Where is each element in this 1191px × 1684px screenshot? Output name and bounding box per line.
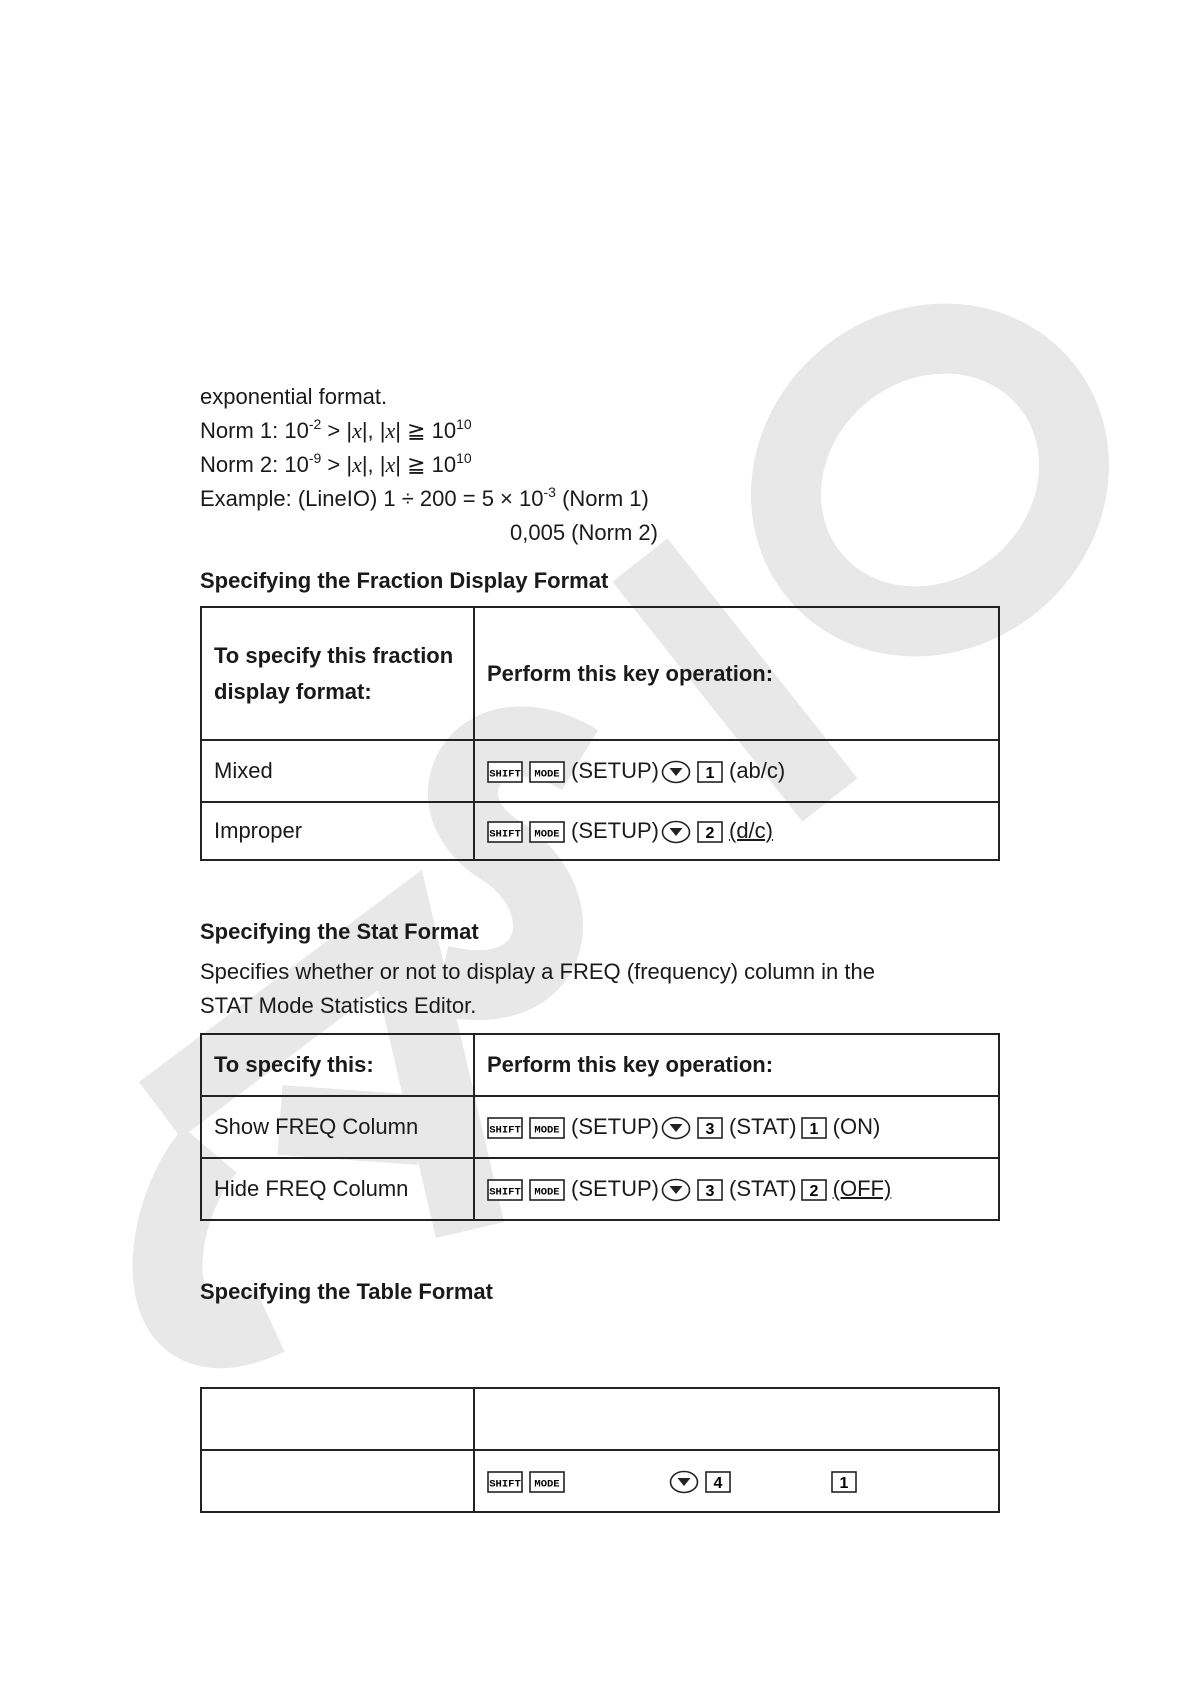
key-sequence: SHIFT MODE (SETUP) 2 (d/c) xyxy=(474,802,999,860)
key-sequence: SHIFT MODE (SETUP) 3 (STAT) 2 (OFF) xyxy=(474,1158,999,1220)
fraction-col1-header: To specify this fraction display format: xyxy=(201,607,474,740)
row-label xyxy=(201,1450,474,1512)
stat-description-1: Specifies whether or not to display a FREQ (frequency) column in the xyxy=(200,959,875,984)
shift-key-icon xyxy=(487,761,523,783)
table-format-col1-header xyxy=(201,1388,474,1450)
digit-key-icon xyxy=(697,821,723,843)
row-label: Improper xyxy=(201,802,474,860)
example-line-2: 0,005 (Norm 2) xyxy=(510,520,658,545)
mode-key-icon xyxy=(529,821,565,843)
stat-col1-header: To specify this: xyxy=(201,1034,474,1096)
table-format-heading: Specifying the Table Format xyxy=(200,1279,493,1304)
stat-format-heading: Specifying the Stat Format xyxy=(200,919,479,944)
svg-text:1: 1 xyxy=(705,764,715,782)
fraction-col2-header: Perform this key operation: xyxy=(474,607,999,740)
shift-key-icon xyxy=(487,1471,523,1493)
digit-key-icon xyxy=(697,761,723,783)
fraction-format-table xyxy=(200,606,1000,861)
intro-text: exponential format. xyxy=(200,384,388,409)
svg-text:SHIFT: SHIFT xyxy=(489,828,521,841)
svg-text:2: 2 xyxy=(809,1182,819,1200)
table-row xyxy=(201,802,999,860)
table-row xyxy=(201,1096,999,1158)
stat-description-2: STAT Mode Statistics Editor. xyxy=(200,993,477,1018)
svg-text:MODE: MODE xyxy=(534,768,560,781)
key-sequence: SHIFT MODE (SETUP) 1 (ab/c) xyxy=(474,740,999,802)
shift-key-icon xyxy=(487,1179,523,1201)
svg-text:3: 3 xyxy=(705,1182,715,1200)
row-label: Show FREQ Column xyxy=(201,1096,474,1158)
table-header-row xyxy=(201,1034,999,1096)
digit-key-icon xyxy=(705,1471,731,1493)
cursor-down-icon xyxy=(661,1116,691,1140)
svg-text:2: 2 xyxy=(705,824,715,842)
table-row xyxy=(201,740,999,802)
cursor-down-icon xyxy=(669,1470,699,1494)
shift-key-icon xyxy=(487,821,523,843)
digit-key-icon xyxy=(697,1179,723,1201)
table-row xyxy=(201,1450,999,1512)
svg-text:SHIFT: SHIFT xyxy=(489,1124,521,1137)
stat-format-table xyxy=(200,1033,1000,1221)
svg-text:1: 1 xyxy=(809,1120,819,1138)
key-sequence xyxy=(474,1450,999,1512)
mode-key-icon xyxy=(529,1179,565,1201)
shift-key-icon xyxy=(487,1117,523,1139)
cursor-down-icon xyxy=(661,760,691,784)
mode-key-icon xyxy=(529,1471,565,1493)
digit-key-icon xyxy=(801,1117,827,1139)
stat-col2-header: Perform this key operation: xyxy=(474,1034,999,1096)
svg-text:4: 4 xyxy=(713,1475,723,1493)
svg-text:MODE: MODE xyxy=(534,828,560,841)
cursor-down-icon xyxy=(661,1178,691,1202)
table-format-table xyxy=(200,1387,1000,1513)
svg-text:3: 3 xyxy=(705,1120,715,1138)
table-header-row xyxy=(201,1388,999,1450)
svg-text:SHIFT: SHIFT xyxy=(489,1478,521,1491)
mode-key-icon xyxy=(529,761,565,783)
mode-key-icon xyxy=(529,1117,565,1139)
table-row xyxy=(201,1158,999,1220)
svg-text:SHIFT: SHIFT xyxy=(489,1186,521,1199)
digit-key-icon xyxy=(801,1179,827,1201)
table-header-row xyxy=(201,607,999,740)
row-label: Hide FREQ Column xyxy=(201,1158,474,1220)
norm1-line: Norm 1: $10^{-2} > |x|$, |x| ≧ $10^{10}$ xyxy=(200,416,472,443)
svg-text:1: 1 xyxy=(839,1475,849,1493)
svg-text:MODE: MODE xyxy=(534,1186,560,1199)
example-line: Example: (LineIO) $1 \div 200 = 5 \times 10^{-3}$ (Norm 1) xyxy=(200,484,649,511)
fraction-format-heading: Specifying the Fraction Display Format xyxy=(200,568,609,593)
digit-key-icon xyxy=(697,1117,723,1139)
svg-text:MODE: MODE xyxy=(534,1124,560,1137)
digit-key-icon xyxy=(831,1471,857,1493)
row-label: Mixed xyxy=(201,740,474,802)
manual-page-content xyxy=(200,380,1000,1513)
norm2-line: Norm 2: $10^{-9} > |x|$, |x| ≧ $10^{10}$ xyxy=(200,450,472,477)
svg-text:SHIFT: SHIFT xyxy=(489,768,521,781)
key-sequence: SHIFT MODE (SETUP) 3 (STAT) 1 (ON) xyxy=(474,1096,999,1158)
table-format-col2-header xyxy=(474,1388,999,1450)
cursor-down-icon xyxy=(661,820,691,844)
svg-text:MODE: MODE xyxy=(534,1478,560,1491)
